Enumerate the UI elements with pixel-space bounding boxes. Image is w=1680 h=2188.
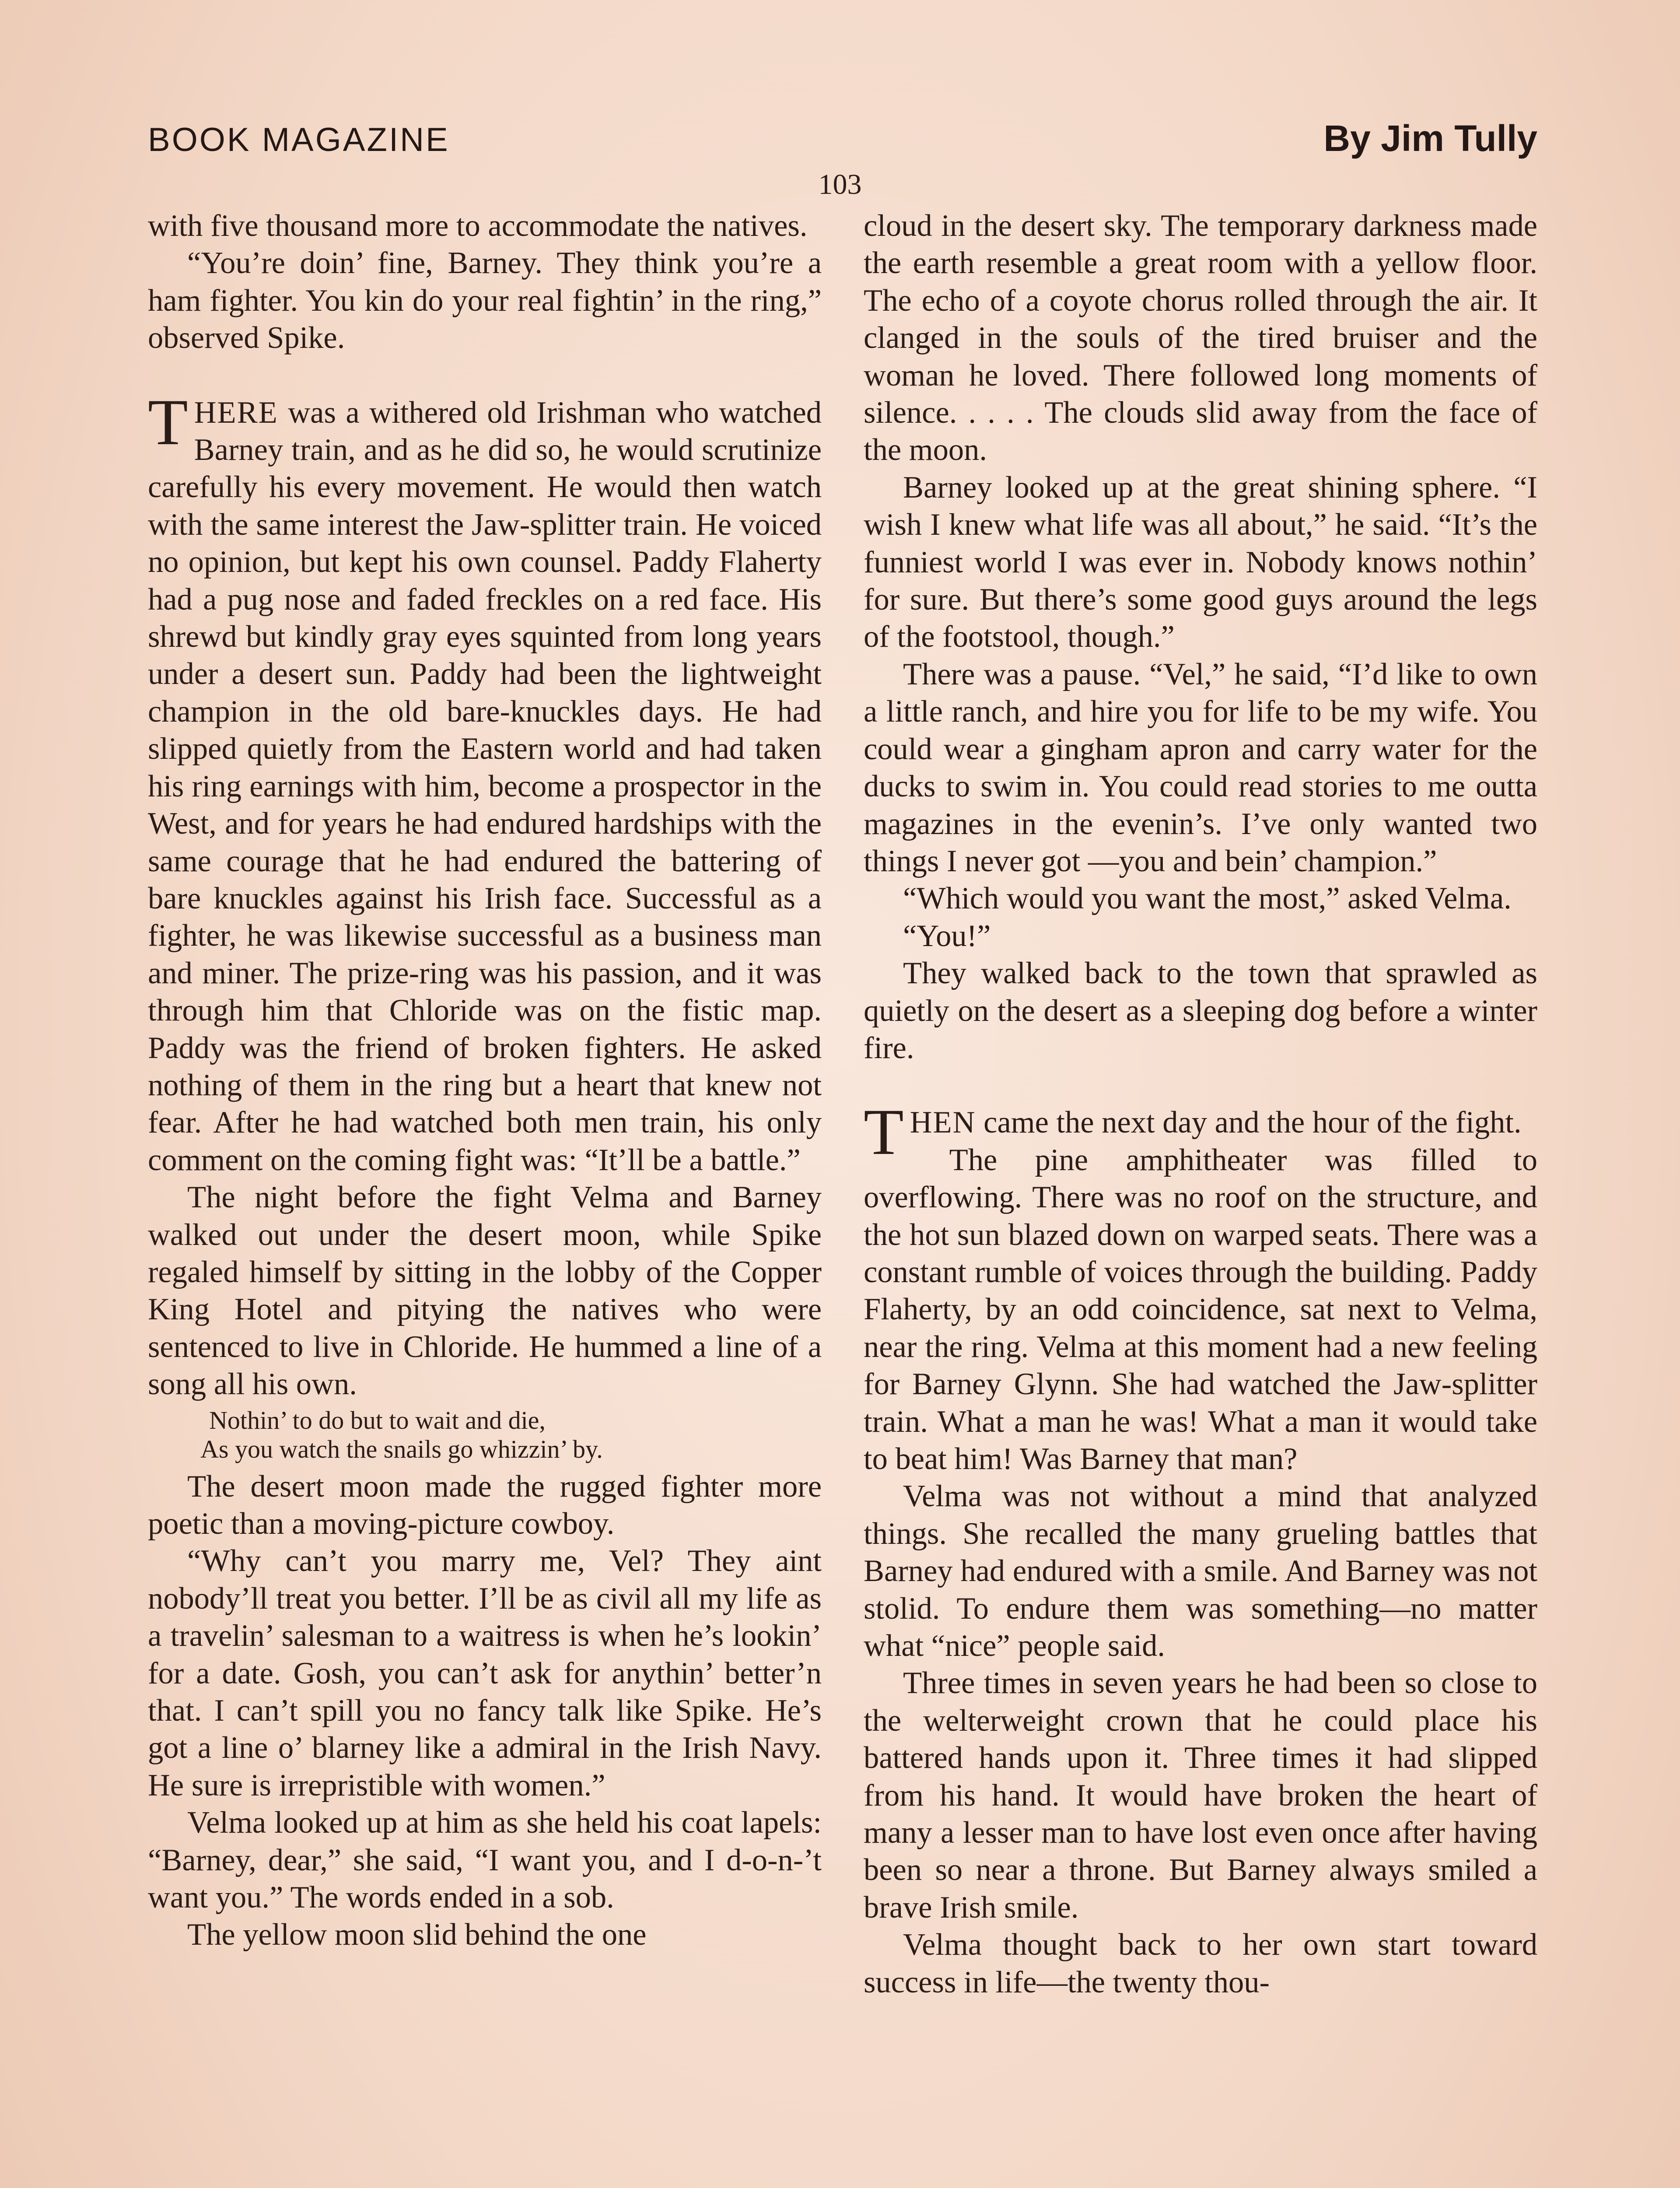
paragraph: The night before the fight Velma and Barney walked out under the desert moon, while Spike regaled himself by sitting in the lobby of the Copper King Hotel and pitying the natives who were sentenced to live in Chloride. He hummed a line of a song all his own. xyxy=(148,1180,822,1402)
magazine-title: BOOK MAGAZINE xyxy=(148,121,450,158)
paragraph: “Why can’t you marry me, Vel? They aint nobody’ll treat you better. I’ll be as civil all my life as a travelin’ salesman to a waitress is when he’s lookin’ for a date. Gosh, you can’t ask for anythin’ better’n that. I can’t spill you no fancy talk like Spike. He’s got a line o’ blarney like a admiral in the Irish Navy. He sure is irrepristible with women.” xyxy=(148,1544,822,1802)
section-break xyxy=(148,357,822,394)
paragraph: The yellow moon slid behind the one xyxy=(187,1918,647,1952)
paragraph: They walked back to the town that sprawled as quietly on the desert as a sleeping dog before a winter fire. xyxy=(864,956,1537,1065)
lead-in-caps: HEN xyxy=(910,1105,976,1140)
verse-line: As you watch the snails go whizzin’ by. xyxy=(200,1434,603,1463)
paragraph: with five thousand more to accommodate the natives. xyxy=(148,209,808,243)
paragraph: The pine amphitheater was filled to overflowing. There was no roof on the structure, and the hot sun blazed down on warped seats. There was a constant rumble of voices through the building. Paddy Flaherty, by an odd coincidence, sat next to Velma, near the ring. Velma at this moment had a new feeling for Barney Glynn. She had watched the Jaw-splitter train. What a man he was! What a man it would take to beat him! Was Barney that man? xyxy=(864,1143,1537,1476)
right-column xyxy=(864,207,1537,2001)
paragraph: Velma was not without a mind that analyzed things. She recalled the many grueling battles that Barney had endured with a smile. And Barney was not stolid. To endure them was something—no matter what “nice” people said. xyxy=(864,1479,1537,1663)
song-verse xyxy=(148,1406,822,1464)
paragraph-with-dropcap xyxy=(864,1096,1537,1169)
paragraph-with-dropcap xyxy=(148,386,822,1179)
drop-cap: T xyxy=(148,386,188,459)
paragraph: There was a pause. “Vel,” he said, “I’d like to own a little ranch, and hire you for life to be my wife. You could wear a gingham apron and carry water for the ducks to swim in. You could read stories to me outta magazines in the evenin’s. I’ve only wanted two things I never got —you and bein’ champion.” xyxy=(864,657,1537,878)
paragraph: “You!” xyxy=(903,919,991,953)
paragraph-text: came the next day and the hour of the fight. xyxy=(976,1105,1522,1140)
paragraph: The desert moon made the rugged fighter more poetic than a moving-picture cowboy. xyxy=(148,1469,822,1541)
page-number: 103 xyxy=(818,168,862,200)
paragraph: Barney looked up at the great shining sphere. “I wish I knew what life was all about,” he said. “It’s the funniest world I was ever in. Nobody knows nothin’ for sure. But there’s some good guys around the legs of the footstool, though.” xyxy=(864,470,1537,654)
paragraph: cloud in the desert sky. The temporary darkness made the earth resemble a great room with a yellow floor. The echo of a coyote chorus rolled through the air. It clanged in the souls of the tired bruiser and the woman he loved. There followed long moments of silence. . . . . The clouds slid away from the face of the moon. xyxy=(864,209,1537,467)
left-column xyxy=(148,207,822,1954)
paragraph: “Which would you want the most,” asked Velma. xyxy=(903,881,1512,916)
section-break xyxy=(864,1067,1537,1104)
drop-cap: T xyxy=(864,1096,904,1169)
lead-in-caps: HERE xyxy=(194,395,278,430)
paragraph: Velma thought back to her own start toward success in life—the twenty thou- xyxy=(864,1928,1537,1999)
paragraph: Velma looked up at him as she held his coat lapels: “Barney, dear,” she said, “I want you, and I d-o-n-’t want you.” The words ended in a sob. xyxy=(148,1806,822,1915)
author-byline: By Jim Tully xyxy=(1323,118,1537,159)
paragraph-text: was a withered old Irishman who watched Barney train, and as he did so, he would scrutinize carefully his every movement. He would then watch with the same interest the Jaw-splitter train. He voiced no opinion, but kept his own counsel. Paddy Flaherty had a pug nose and faded freckles on a red face. His shrewd but kindly gray eyes squinted from long years under a desert sun. Paddy had been the lightweight champion in the old bare-knuckles days. He had slipped quietly from the Eastern world and had taken his ring earnings with him, become a prospector in the West, and for years he had endured hardships with the same courage that he had endured the battering of bare knuckles against his Irish face. Successful as a fighter, he was likewise successful as a business man and miner. The prize-ring was his passion, and it was through him that Chloride was on the fistic map. Paddy was the friend of broken fighters. He asked nothing of them in the ring but a heart that knew not fear. After he had watched both men train, his only comment on the coming fight was: “It’ll be a battle.” xyxy=(148,395,822,1177)
running-header xyxy=(148,117,1537,160)
paragraph: “You’re doin’ fine, Barney. They think you’re a ham fighter. You kin do your real fightin’ in the ring,” observed Spike. xyxy=(148,246,822,355)
verse-line: Nothin’ to do but to wait and die, xyxy=(209,1406,546,1434)
paragraph: Three times in seven years he had been so close to the welterweight crown that he could place his battered hands upon it. Three times it had slipped from his hand. It would have broken the heart of many a lesser man to have lost even once after having been so near a throne. But Barney always smiled a brave Irish smile. xyxy=(864,1666,1537,1925)
